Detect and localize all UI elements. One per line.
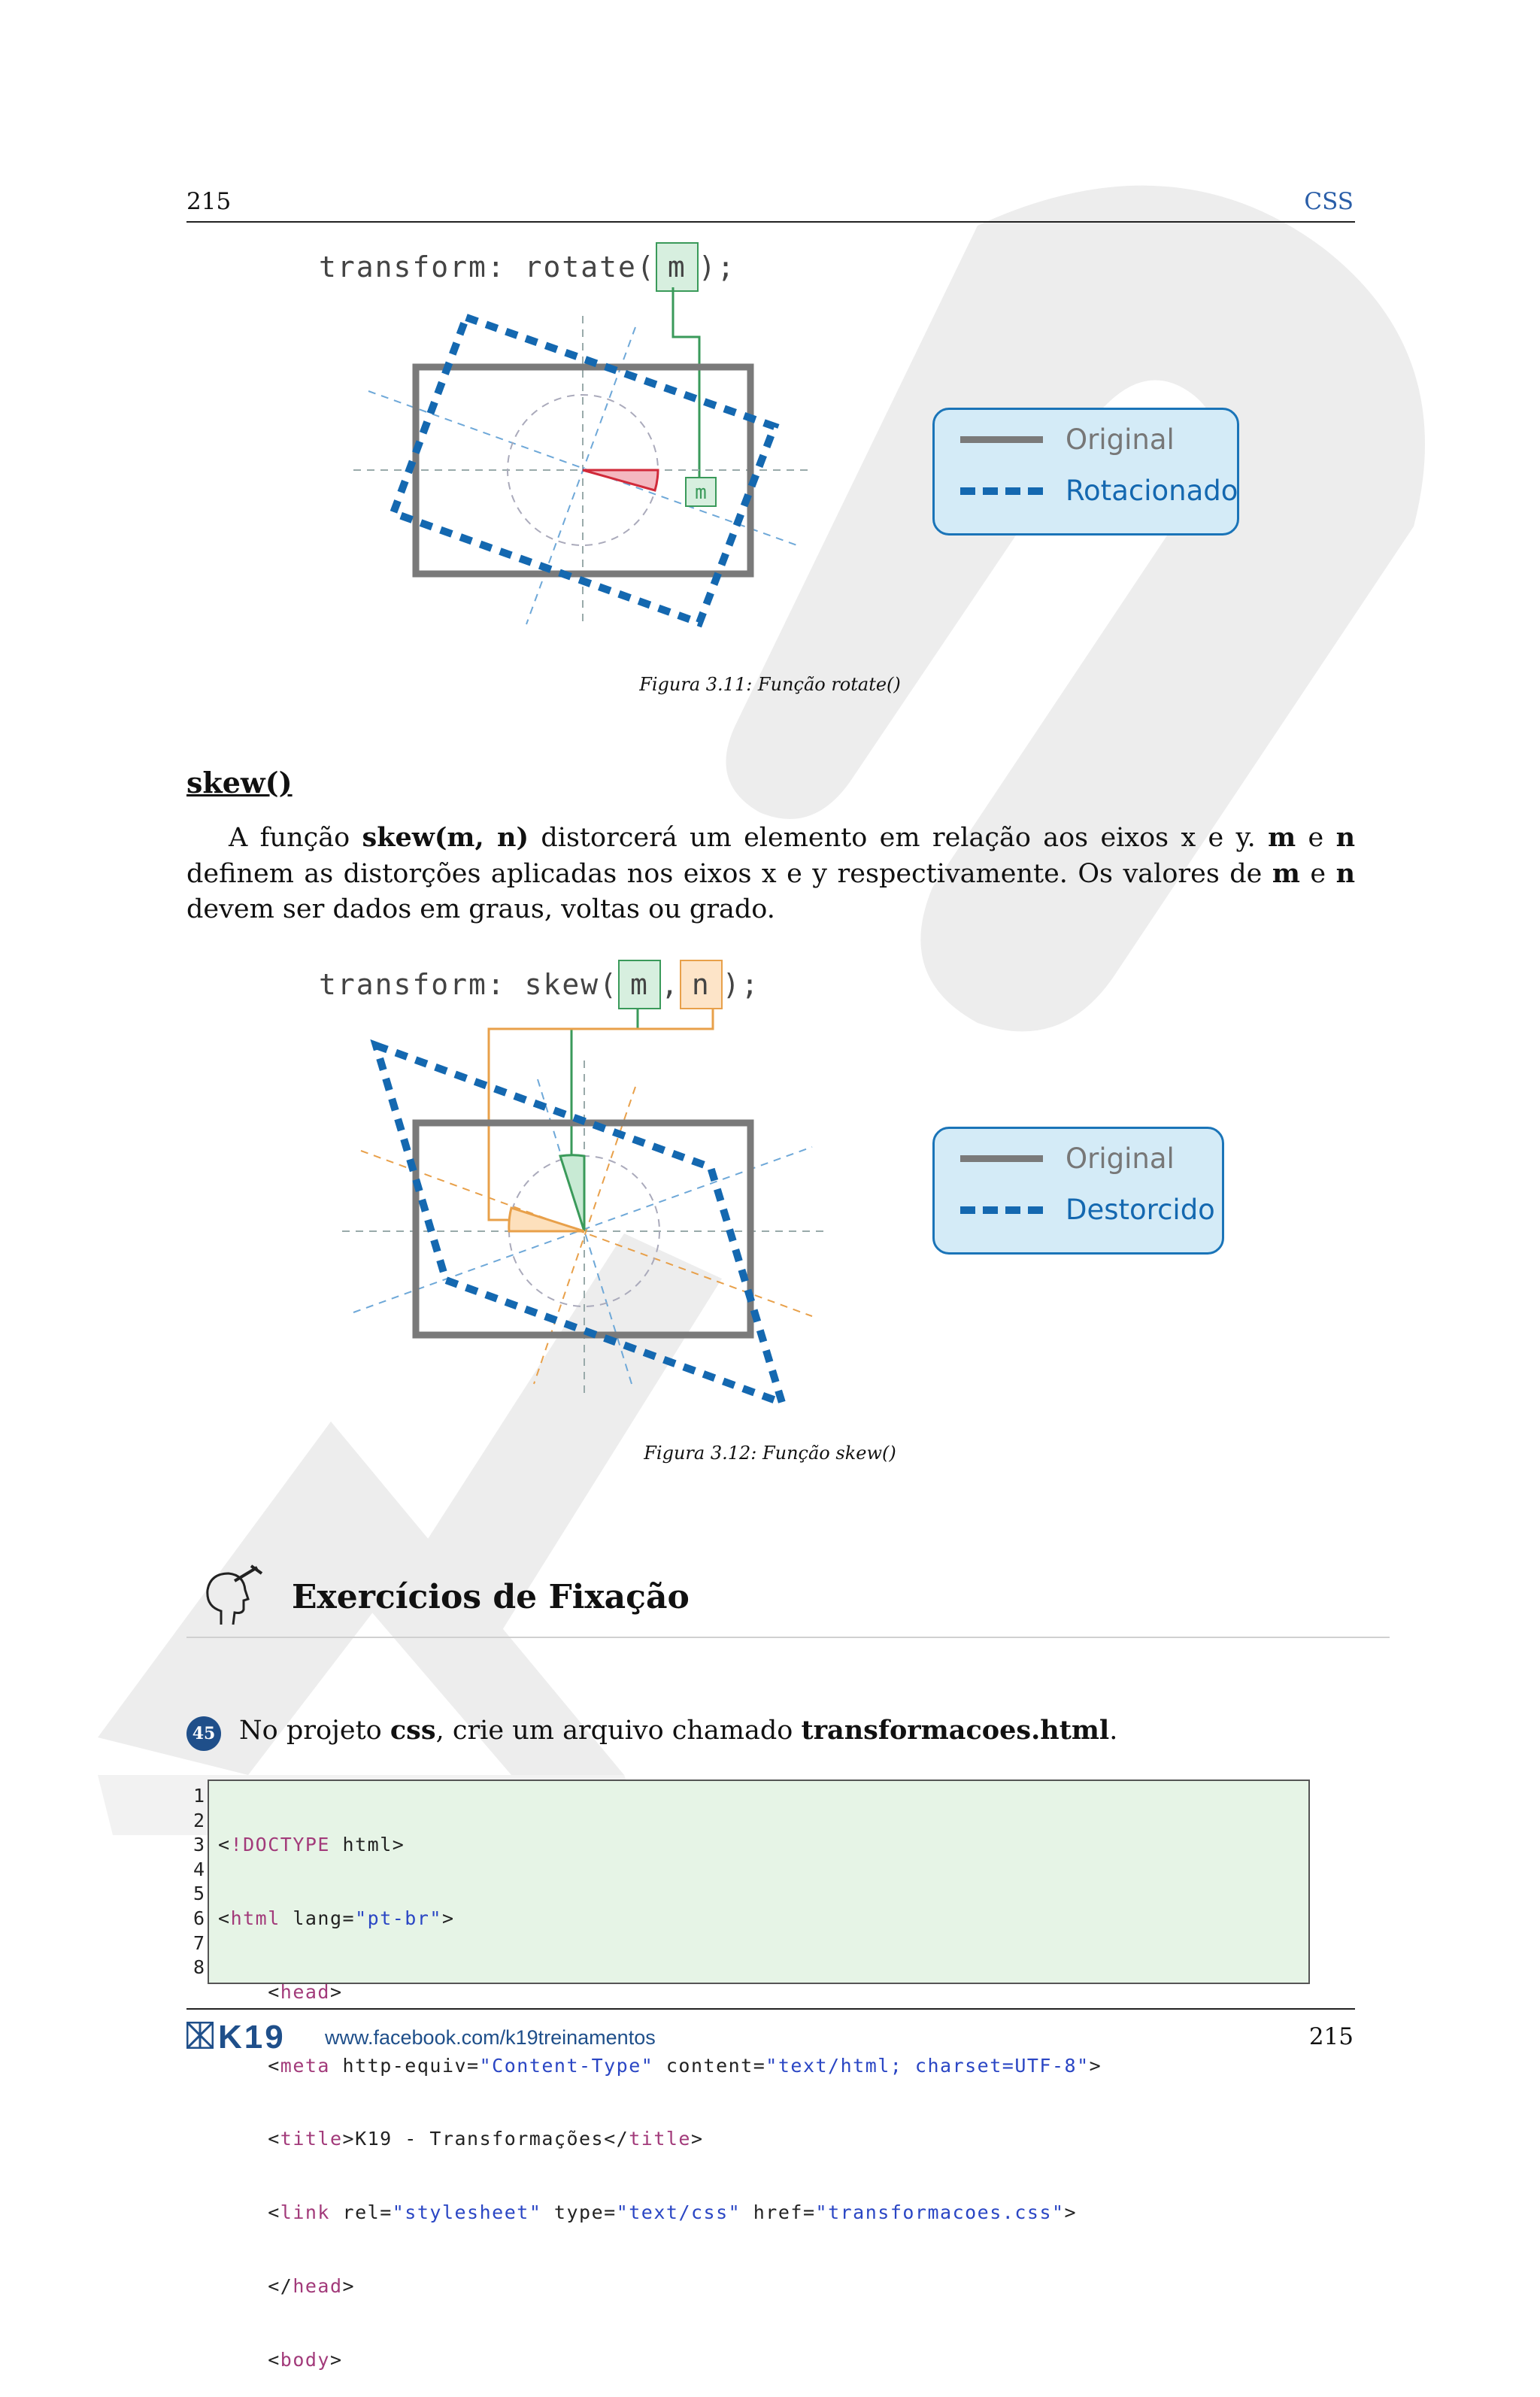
skew-code-prefix: transform: skew( — [319, 968, 619, 1001]
rotate-code-prefix: transform: rotate( — [319, 250, 656, 284]
legend-solid-swatch — [960, 436, 1043, 443]
code-term: skew(m, n) — [362, 822, 529, 853]
code-line: <head> — [218, 1980, 343, 2003]
code-line: </head> — [218, 2274, 356, 2297]
term-m: m — [1272, 858, 1300, 889]
skew-code-separator: , — [660, 968, 680, 1001]
legend-row-distorted — [960, 1194, 1215, 1226]
exercise-number-badge: 45 — [186, 1716, 221, 1751]
footer-facebook-link[interactable]: www.facebook.com/k19treinamentos — [325, 2026, 656, 2049]
skew-code-snippet — [319, 960, 759, 1009]
code-line: <html lang="pt-br"> — [218, 1907, 455, 1929]
footer-rule — [186, 2008, 1355, 2010]
text: definem as distorções aplicadas nos eixos x e y respectivamente. Os valores de — [186, 859, 1272, 889]
text: distorcerá um elemento em relação aos eixos x e y. — [529, 823, 1269, 853]
skew-param-m: m — [618, 960, 661, 1009]
code-listing — [218, 1784, 1102, 2397]
term-n: n — [1335, 822, 1356, 853]
rotate-legend — [932, 408, 1239, 536]
line-number: 4 — [192, 1858, 205, 1880]
rotate-diagram — [346, 286, 827, 639]
code-line: <link rel="stylesheet" type="text/css" href="transformacoes.css"> — [218, 2201, 1078, 2224]
head-hammer-icon — [199, 1564, 266, 1628]
line-number: 7 — [192, 1931, 205, 1954]
line-number: 6 — [192, 1907, 205, 1929]
legend-original-label: Original — [1066, 1142, 1175, 1175]
figure-3-12-caption: Figura 3.12: Função skew() — [644, 1443, 896, 1464]
text: , crie um arquivo chamado — [435, 1716, 802, 1746]
skew-angle-m-wedge — [560, 1155, 584, 1231]
exercise-task-text — [239, 1715, 1117, 1746]
exercises-title: Exercícios de Fixação — [292, 1578, 690, 1616]
k19-logo-icon — [186, 2022, 214, 2049]
text: e — [1299, 859, 1336, 889]
legend-solid-swatch — [960, 1155, 1043, 1162]
rotate-code-snippet — [319, 242, 735, 292]
line-number: 3 — [192, 1834, 205, 1856]
rotate-angle-wedge — [583, 470, 658, 490]
rotate-angle-label: m — [695, 481, 707, 504]
legend-row-original — [960, 1142, 1175, 1175]
header-rule — [186, 221, 1355, 223]
line-number: 5 — [192, 1883, 205, 1905]
text: devem ser dados em graus, voltas ou grado. — [186, 894, 775, 924]
skew-heading: skew() — [186, 766, 293, 800]
text: A função — [229, 823, 362, 853]
legend-original-label: Original — [1066, 423, 1175, 456]
code-line: <meta http-equiv="Content-Type" content="text/html; charset=UTF-8"> — [218, 2054, 1102, 2077]
skew-diagram — [331, 1008, 842, 1414]
header-section-title: CSS — [1304, 188, 1354, 215]
code-line: <!DOCTYPE html> — [218, 1834, 405, 1856]
rotate-code-suffix: ); — [698, 250, 736, 284]
legend-row-rotated — [960, 475, 1238, 507]
skew-distorted-shape — [376, 1045, 782, 1403]
line-number: 1 — [192, 1785, 205, 1807]
legend-row-original — [960, 423, 1175, 456]
legend-dashed-swatch — [960, 1206, 1043, 1214]
skew-legend — [932, 1127, 1224, 1255]
skew-paragraph — [186, 820, 1355, 927]
code-line: <title>K19 - Transformações</title> — [218, 2128, 704, 2150]
legend-distorted-label: Destorcido — [1066, 1194, 1215, 1226]
header-page-number: 215 — [186, 188, 232, 215]
exercises-rule — [186, 1637, 1390, 1638]
skew-param-n: n — [680, 960, 723, 1009]
project-name: css — [390, 1715, 436, 1746]
legend-dashed-swatch — [960, 487, 1043, 495]
term-m: m — [1268, 822, 1296, 853]
figure-3-11-caption: Figura 3.11: Função rotate() — [639, 674, 901, 695]
code-line: <body> — [218, 2348, 343, 2371]
rotate-connector — [673, 287, 699, 478]
footer-page-number: 215 — [1308, 2023, 1354, 2050]
rotate-param-m: m — [656, 242, 699, 292]
term-n: n — [1335, 858, 1356, 889]
footer-brand: K19 — [218, 2019, 286, 2056]
legend-rotated-label: Rotacionado — [1066, 475, 1238, 507]
skew-connector-n — [489, 1008, 713, 1220]
file-name: transformacoes.html — [801, 1715, 1110, 1746]
skew-code-suffix: ); — [722, 968, 760, 1001]
line-number: 8 — [192, 1956, 205, 1979]
skew-angle-n-wedge — [509, 1208, 584, 1231]
code-line-numbers — [186, 1784, 205, 1980]
line-number: 2 — [192, 1809, 205, 1831]
skew-connector-m — [571, 1008, 638, 1158]
text: e — [1296, 823, 1336, 853]
text: . — [1109, 1716, 1118, 1746]
text: No projeto — [239, 1716, 390, 1746]
